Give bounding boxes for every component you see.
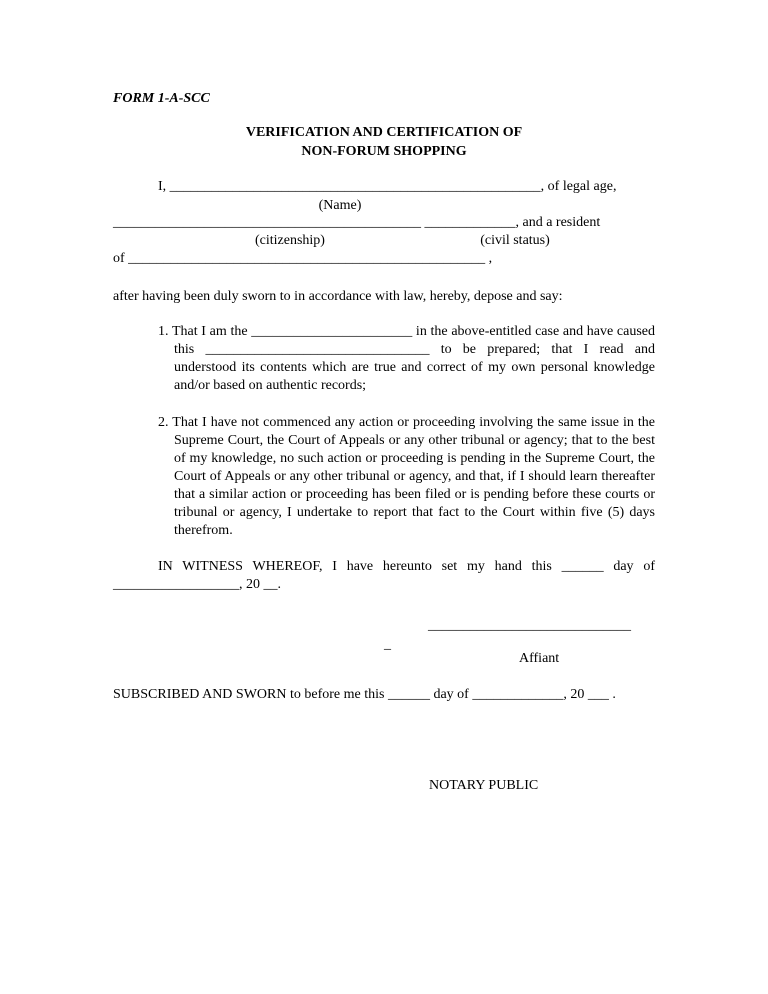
- form-id: FORM 1-A-SCC: [113, 91, 210, 106]
- name-line: I, _____________________________________________________, of legal age,: [158, 179, 617, 194]
- civil-status-caption: (civil status): [480, 233, 550, 248]
- affiant-label: Affiant: [519, 651, 560, 666]
- item-2: 2. That I have not commenced any action or proceeding involving the same issue in the Supreme Court, the Court of Appeals or any other tribunal or agency; that to the best of my knowledge, no such action or proceeding is pending in the Supreme Court, the Court of Appeals or any other tribunal or agency, and that, if I should learn thereafter that a similar action or proceeding has been filed or is pending before these courts or tribunal or agency, I undertake to report that fact to the Court within five (5) days therefrom.: [158, 415, 655, 538]
- document-title-line1: VERIFICATION AND CERTIFICATION OF: [245, 125, 523, 140]
- witness-clause: IN WITNESS WHEREOF, I have hereunto set my hand this ______ day of __________________, 20 __.: [113, 559, 655, 592]
- notary-public-label: NOTARY PUBLIC: [429, 778, 539, 793]
- residence-line: of ___________________________________________________ ,: [113, 251, 493, 266]
- citizenship-line: ____________________________________________ _____________, and a resident: [113, 215, 601, 230]
- oath-statement: after having been duly sworn to in accordance with law, hereby, depose and say:: [113, 289, 563, 304]
- signature-line: _____________________________: [428, 618, 631, 633]
- item-1: 1. That I am the _______________________ in the above-entitled case and have caused this ________________________________ to be prepared; that I read and understood its contents which are true and correct of my own personal knowledge and/or based on authentic records;: [158, 324, 655, 393]
- name-caption: (Name): [318, 198, 362, 213]
- citizenship-caption: (citizenship): [255, 233, 325, 248]
- stray-mark: _: [384, 637, 391, 652]
- document-title-line2: NON-FORUM SHOPPING: [301, 144, 467, 159]
- subscribed-clause: SUBSCRIBED AND SWORN to before me this ______ day of _____________, 20 ___ .: [113, 687, 616, 702]
